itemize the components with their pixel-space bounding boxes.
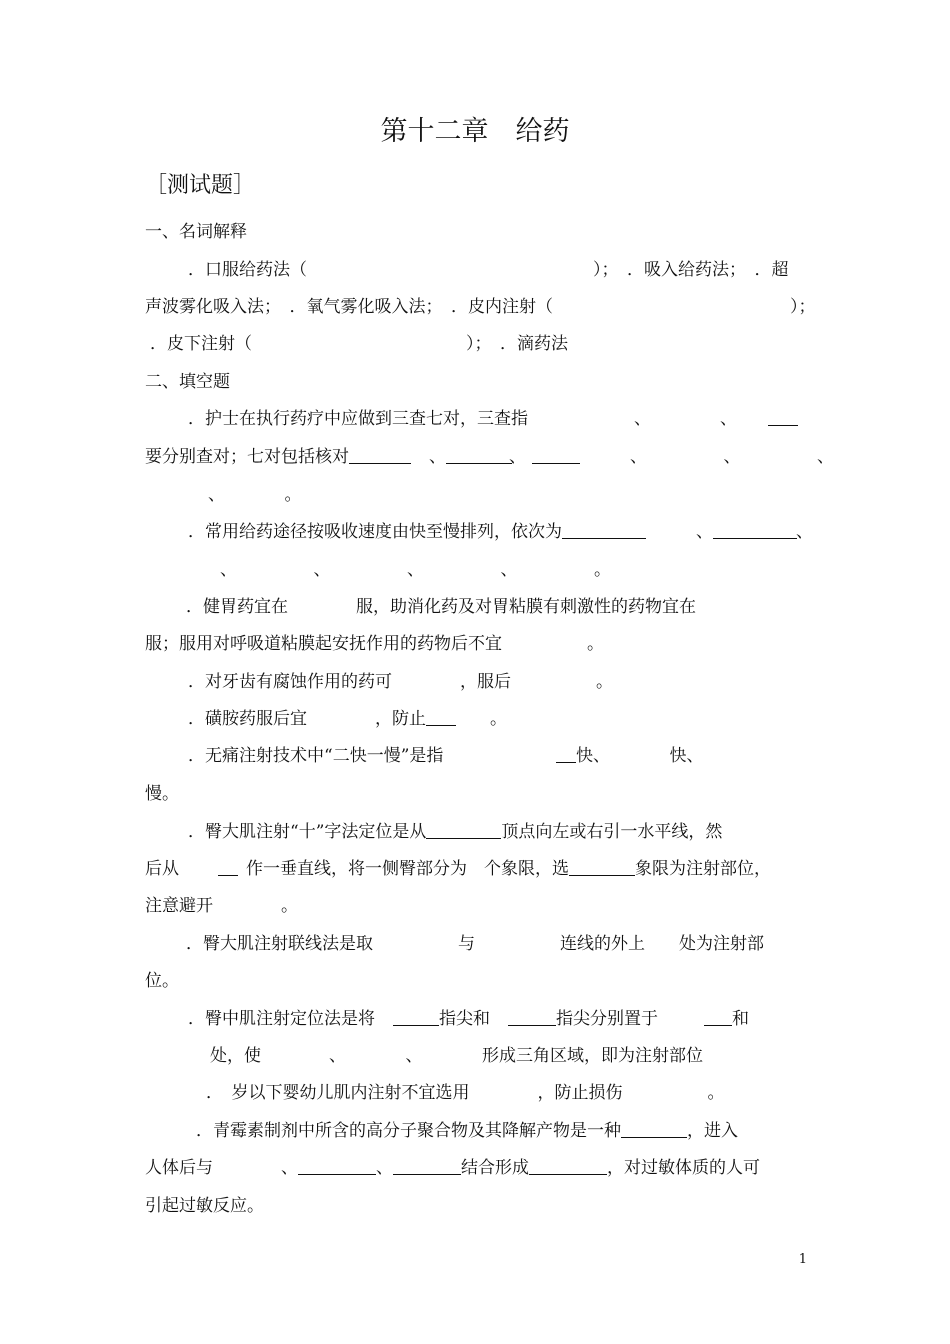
q8-text-b: 位。 xyxy=(145,971,179,991)
q1-text-g: 、 、 、 xyxy=(630,447,834,467)
terms-line-2b: ）； xyxy=(790,297,816,317)
terms-line-1a: ．口服给药法（ xyxy=(188,260,307,280)
blank xyxy=(426,822,501,839)
terms-line-1b: ）； ．吸入给药法； ．超 xyxy=(593,260,789,280)
q1-text-c: 、 xyxy=(720,409,737,429)
blank xyxy=(529,1158,607,1175)
q5-text-a: ．磺胺药服后宜 ，防止 。 xyxy=(188,709,507,729)
q2-text-b: 、 xyxy=(696,521,797,543)
blank xyxy=(218,859,238,876)
terms-line-3b: ）； ．滴药法 xyxy=(466,334,568,354)
q1-text-a: ．护士在执行药疗中应做到三查七对，三查指 xyxy=(188,409,528,429)
chapter-title: 第十二章 给药 xyxy=(380,116,570,147)
terms-line-3a: ．皮下注射（ xyxy=(150,334,252,354)
q11-text-a: ．青霉素制剂中所含的高分子聚合物及其降解产物是一种 ，进入 xyxy=(196,1121,738,1141)
page-number: 1 xyxy=(798,1252,807,1267)
section-heading-fill: 二、填空题 xyxy=(145,372,230,392)
q1-text-b: 、 xyxy=(634,409,651,429)
q3-text-a: ．健胃药宜在 服，助消化药及对胃粘膜有刺激性的药物宜在 xyxy=(186,597,696,617)
terms-line-2a: 声波雾化吸入法； ．氧气雾化吸入法； ．皮内注射（ xyxy=(145,297,553,317)
blank xyxy=(556,746,576,763)
q7-text-f: 注意避开 。 xyxy=(145,896,298,916)
blank xyxy=(569,859,635,876)
blank xyxy=(713,522,797,539)
q2-text-c: 、 xyxy=(796,522,813,542)
q1-text-f: 、 xyxy=(509,446,580,468)
blank xyxy=(704,1009,732,1026)
blank xyxy=(562,522,646,539)
blank xyxy=(508,1009,556,1026)
q9-text-a: ．臀中肌注射定位法是将 指尖和 指尖分别置于 和 xyxy=(188,1009,749,1029)
blank xyxy=(393,1009,439,1026)
q11-text-g: 引起过敏反应。 xyxy=(145,1196,264,1216)
q2-text-d: 、 、 、 、 。 xyxy=(220,560,611,580)
section-subtitle: ［测试题］ xyxy=(145,173,256,198)
q3-text-b: 服；服用对呼吸道粘膜起安抚作用的药物后不宜 。 xyxy=(145,634,604,654)
blank xyxy=(393,1158,461,1175)
q1-text-d: 要分别查对；七对包括核对 xyxy=(145,446,411,468)
blank xyxy=(426,709,456,726)
q6-text-a: ．无痛注射技术中“二快一慢”是指 xyxy=(188,746,444,766)
q8-text-a: ．臀大肌注射联线法是取 与 连线的外上 处为注射部 xyxy=(186,934,764,954)
q1-text-h: 、 。 xyxy=(208,485,302,505)
q1-text-e: 、 xyxy=(429,446,512,468)
blank xyxy=(621,1121,687,1138)
q6-text-c: 慢。 xyxy=(145,784,179,804)
q2-text-a: ．常用给药途径按吸收速度由快至慢排列，依次为 xyxy=(188,521,646,543)
blank xyxy=(446,447,512,464)
q11-text-c: 人体后与 、 、 结合形成 ，对过敏体质的人可 xyxy=(145,1158,760,1178)
q7-text-a: ．臀大肌注射“十”字法定位是从 顶点向左或右引一水平线，然 xyxy=(188,822,723,842)
q10-text: ． 岁以下婴幼儿肌内注射不宜选用 ，防止损伤 。 xyxy=(206,1083,725,1103)
blank xyxy=(532,447,580,464)
q1-blank xyxy=(768,408,798,430)
q9-text-e: 处，使 、 、 形成三角区域，即为注射部位 xyxy=(210,1046,703,1066)
blank xyxy=(298,1158,376,1175)
q6-text-b: 快、 快、 xyxy=(556,745,704,767)
q7-text-c: 后从 作一垂直线，将一侧臀部分为 个象限，选 象限为注射部位， xyxy=(145,859,771,879)
q4-text: ．对牙齿有腐蚀作用的药可 ，服后 。 xyxy=(188,672,613,692)
section-heading-terms: 一、名词解释 xyxy=(145,222,247,242)
blank xyxy=(349,447,411,464)
